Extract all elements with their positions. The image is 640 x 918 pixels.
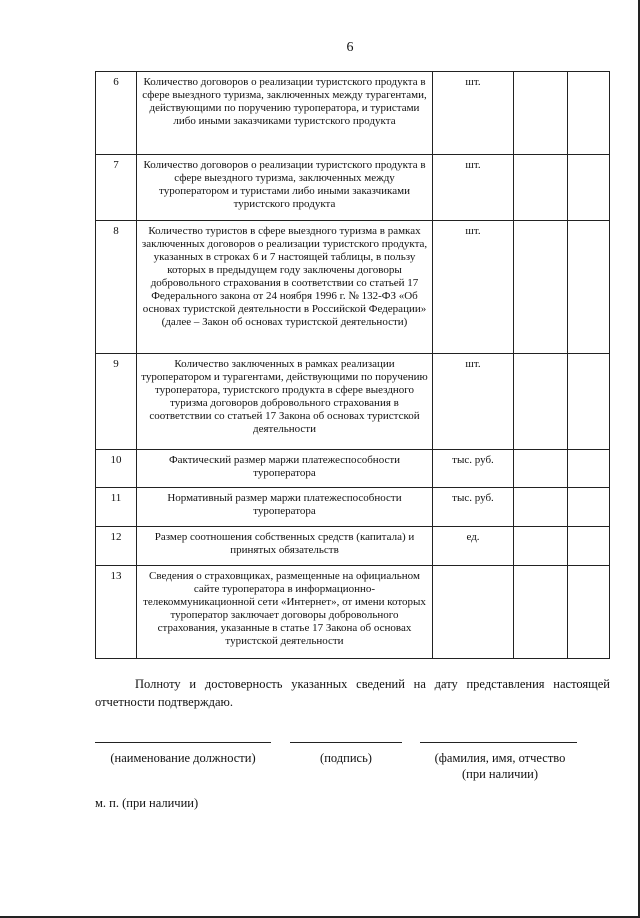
fullname-label — [420, 750, 580, 782]
row-unit: шт. — [433, 72, 514, 155]
row-value-cell — [514, 221, 568, 354]
row-value-cell — [568, 155, 610, 221]
table-row — [96, 488, 610, 527]
row-value-cell — [568, 221, 610, 354]
row-value-cell — [514, 72, 568, 155]
fullname-signature-line — [420, 742, 577, 743]
table-row — [96, 221, 610, 354]
row-value-cell — [568, 450, 610, 488]
row-indicator-name: Количество договоров о реализации туристского продукта в сфере выездного туризма, заключенных между туроператором и туристами либо иными заказчиками туристского продукта — [137, 155, 433, 221]
row-unit: тыс. руб. — [433, 488, 514, 527]
row-unit: тыс. руб. — [433, 450, 514, 488]
row-unit: шт. — [433, 354, 514, 450]
page-number: 6 — [346, 40, 354, 55]
row-value-cell — [514, 527, 568, 566]
row-unit — [433, 566, 514, 659]
table-row — [96, 72, 610, 155]
row-number: 8 — [96, 221, 137, 354]
table-row — [96, 450, 610, 488]
row-number: 9 — [96, 354, 137, 450]
row-unit: ед. — [433, 527, 514, 566]
row-number: 10 — [96, 450, 137, 488]
table-row — [96, 354, 610, 450]
stamp-note: м. п. (при наличии) — [95, 796, 199, 810]
row-number: 13 — [96, 566, 137, 659]
row-value-cell — [568, 354, 610, 450]
report-table — [95, 71, 610, 659]
row-value-cell — [514, 566, 568, 659]
row-value-cell — [514, 450, 568, 488]
row-number: 11 — [96, 488, 137, 527]
row-value-cell — [514, 354, 568, 450]
row-indicator-name: Количество договоров о реализации туристского продукта в сфере выездного туризма, заключенных между турагентами, действующими по поручению туроператора, и туристами либо иными заказчиками туристского продукта — [137, 72, 433, 155]
row-value-cell — [514, 488, 568, 527]
fullname-label-line2: (при наличии) — [461, 767, 539, 781]
row-indicator-name: Размер соотношения собственных средств (капитала) и принятых обязательств — [137, 527, 433, 566]
row-indicator-name: Нормативный размер маржи платежеспособности туроператора — [137, 488, 433, 527]
row-indicator-name: Количество заключенных в рамках реализации туроператором и турагентами, действующими по поручению туроператора, туристского продукта в сфере выездного туризма договоров добровольного страхования в соответствии со статьей 17 Закона об основах туристской деятельности — [137, 354, 433, 450]
signature-label: (подпись) — [320, 751, 372, 765]
row-value-cell — [568, 566, 610, 659]
row-number: 12 — [96, 527, 137, 566]
row-unit: шт. — [433, 221, 514, 354]
confirmation-statement: Полноту и достоверность указанных сведений на дату представления настоящей отчетности подтверждаю. — [95, 677, 610, 709]
row-value-cell — [514, 155, 568, 221]
row-unit: шт. — [433, 155, 514, 221]
row-indicator-name: Сведения о страховщиках, размещенные на официальном сайте туроператора в информационно-телекоммуникационной сети «Интернет», от имени которых туроператор заключает договоры добровольного страхования, указанные в статье 17 Закона об основах туристской деятельности — [137, 566, 433, 659]
row-indicator-name: Фактический размер маржи платежеспособности туроператора — [137, 450, 433, 488]
row-number: 6 — [96, 72, 137, 155]
position-signature-line — [95, 742, 271, 743]
position-label: (наименование должности) — [110, 751, 256, 765]
row-value-cell — [568, 72, 610, 155]
row-value-cell — [568, 527, 610, 566]
row-number: 7 — [96, 155, 137, 221]
table-row — [96, 566, 610, 659]
fullname-label-line1: (фамилия, имя, отчество — [434, 751, 566, 765]
row-indicator-name: Количество туристов в сфере выездного туризма в рамках заключенных договоров о реализации туристского продукта, указанных в строках 6 и 7 настоящей таблицы, в пользу которых в предыдущем году заключены договоры добровольного страхования в соответствии со статьей 17 Федерального закона от 24 ноября 1996 г. № 132-ФЗ «Об основах туристской деятельности в Российской Федерации» (далее – Закон об основах туристской деятельности) — [137, 221, 433, 354]
table-row — [96, 155, 610, 221]
signature-line — [290, 742, 402, 743]
table-row — [96, 527, 610, 566]
row-value-cell — [568, 488, 610, 527]
